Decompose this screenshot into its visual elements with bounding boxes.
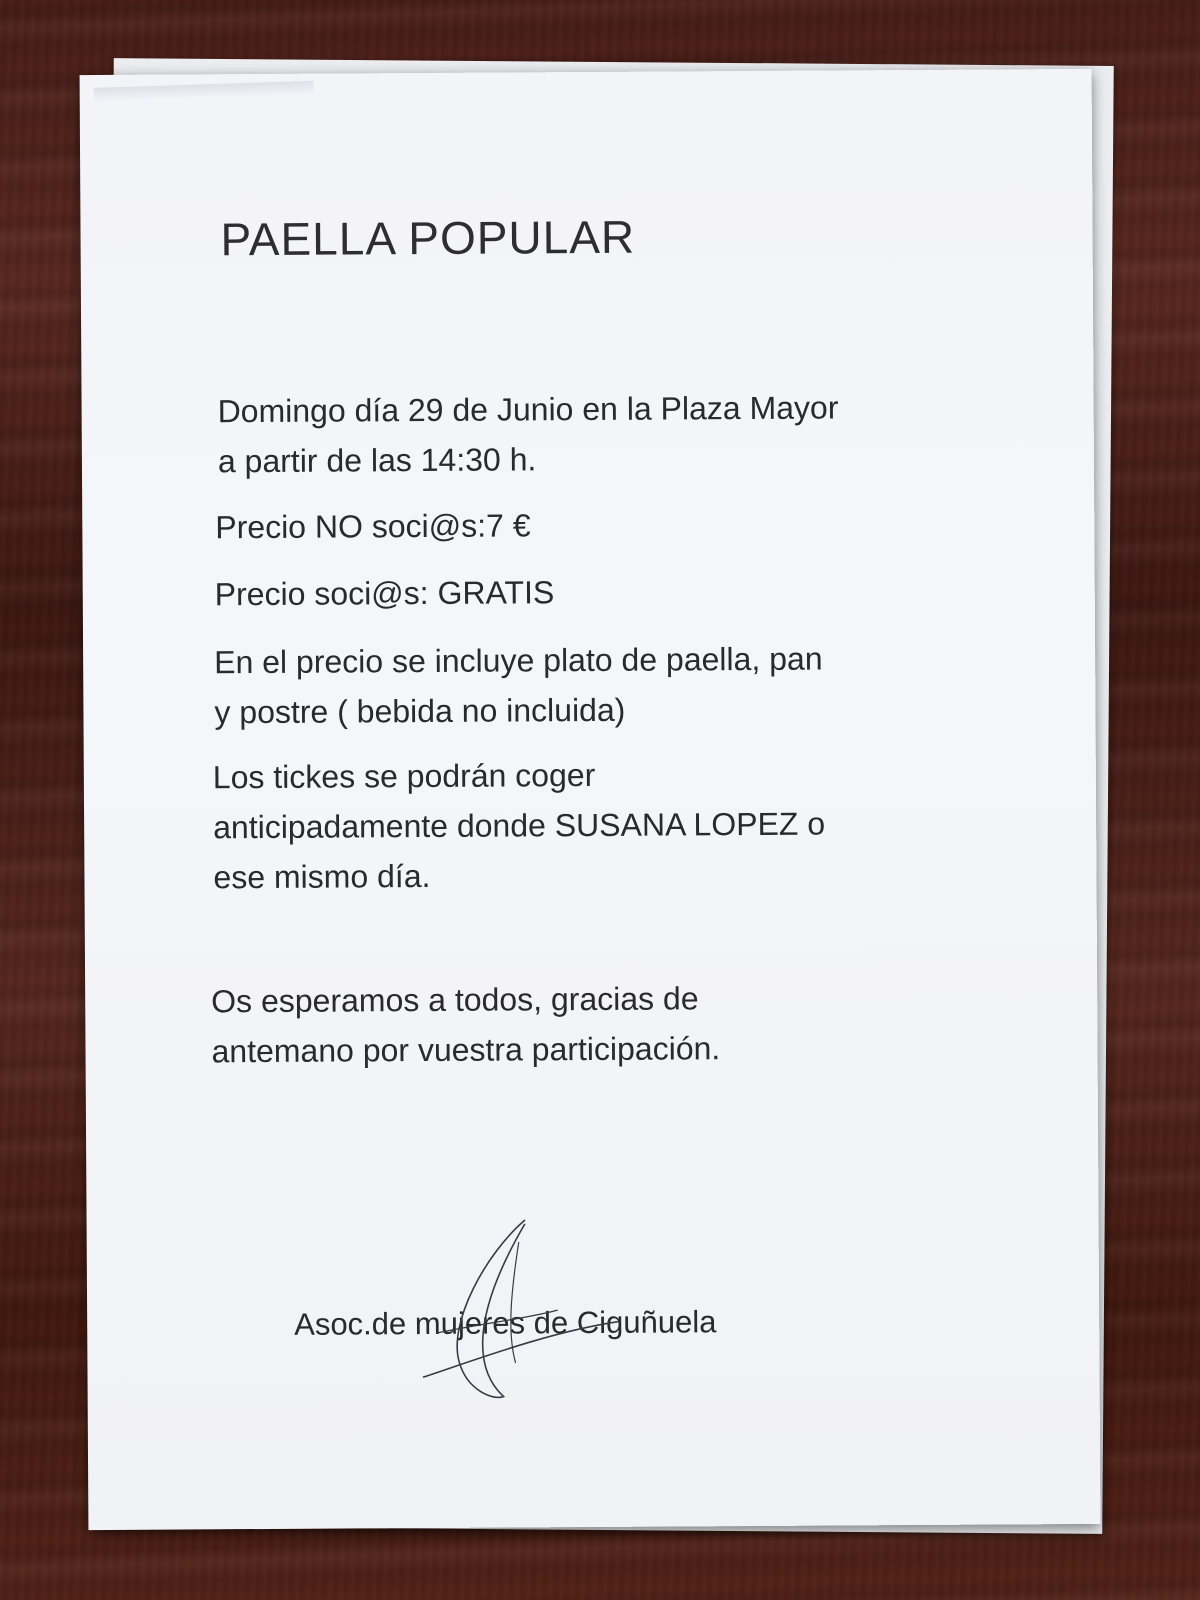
tickets-line: Los tickes se podrán coger bbox=[212, 756, 596, 796]
event-time-line: a partir de las 14:30 h. bbox=[217, 441, 537, 480]
flyer-sheet bbox=[80, 69, 1101, 1530]
tickets-line: anticipadamente donde SUSANA LOPEZ o bbox=[213, 805, 826, 846]
folded-corner bbox=[93, 81, 313, 102]
handwritten-signature-icon bbox=[407, 1212, 628, 1413]
organization-name: Asoc.de mujeres de Ciguñuela bbox=[294, 1304, 717, 1342]
thanks-line: antemano por vuestra participación. bbox=[211, 1030, 721, 1070]
includes-line: y postre ( bebida no incluida) bbox=[214, 691, 626, 731]
tickets-info bbox=[213, 749, 826, 903]
event-date-place bbox=[217, 382, 838, 486]
tickets-line: ese mismo día. bbox=[213, 857, 431, 896]
price-non-members: Precio NO soci@s:7 € bbox=[215, 507, 531, 546]
thanks-line: Os esperamos a todos, gracias de bbox=[211, 980, 699, 1020]
price-includes bbox=[214, 634, 823, 738]
flyer-title: PAELLA POPULAR bbox=[220, 210, 636, 266]
price-members: Precio soci@s: GRATIS bbox=[214, 574, 555, 613]
thanks-message bbox=[211, 973, 720, 1076]
includes-line: En el precio se incluye plato de paella, pan bbox=[214, 640, 823, 681]
event-date-line: Domingo día 29 de Junio en la Plaza Mayor bbox=[217, 389, 839, 430]
